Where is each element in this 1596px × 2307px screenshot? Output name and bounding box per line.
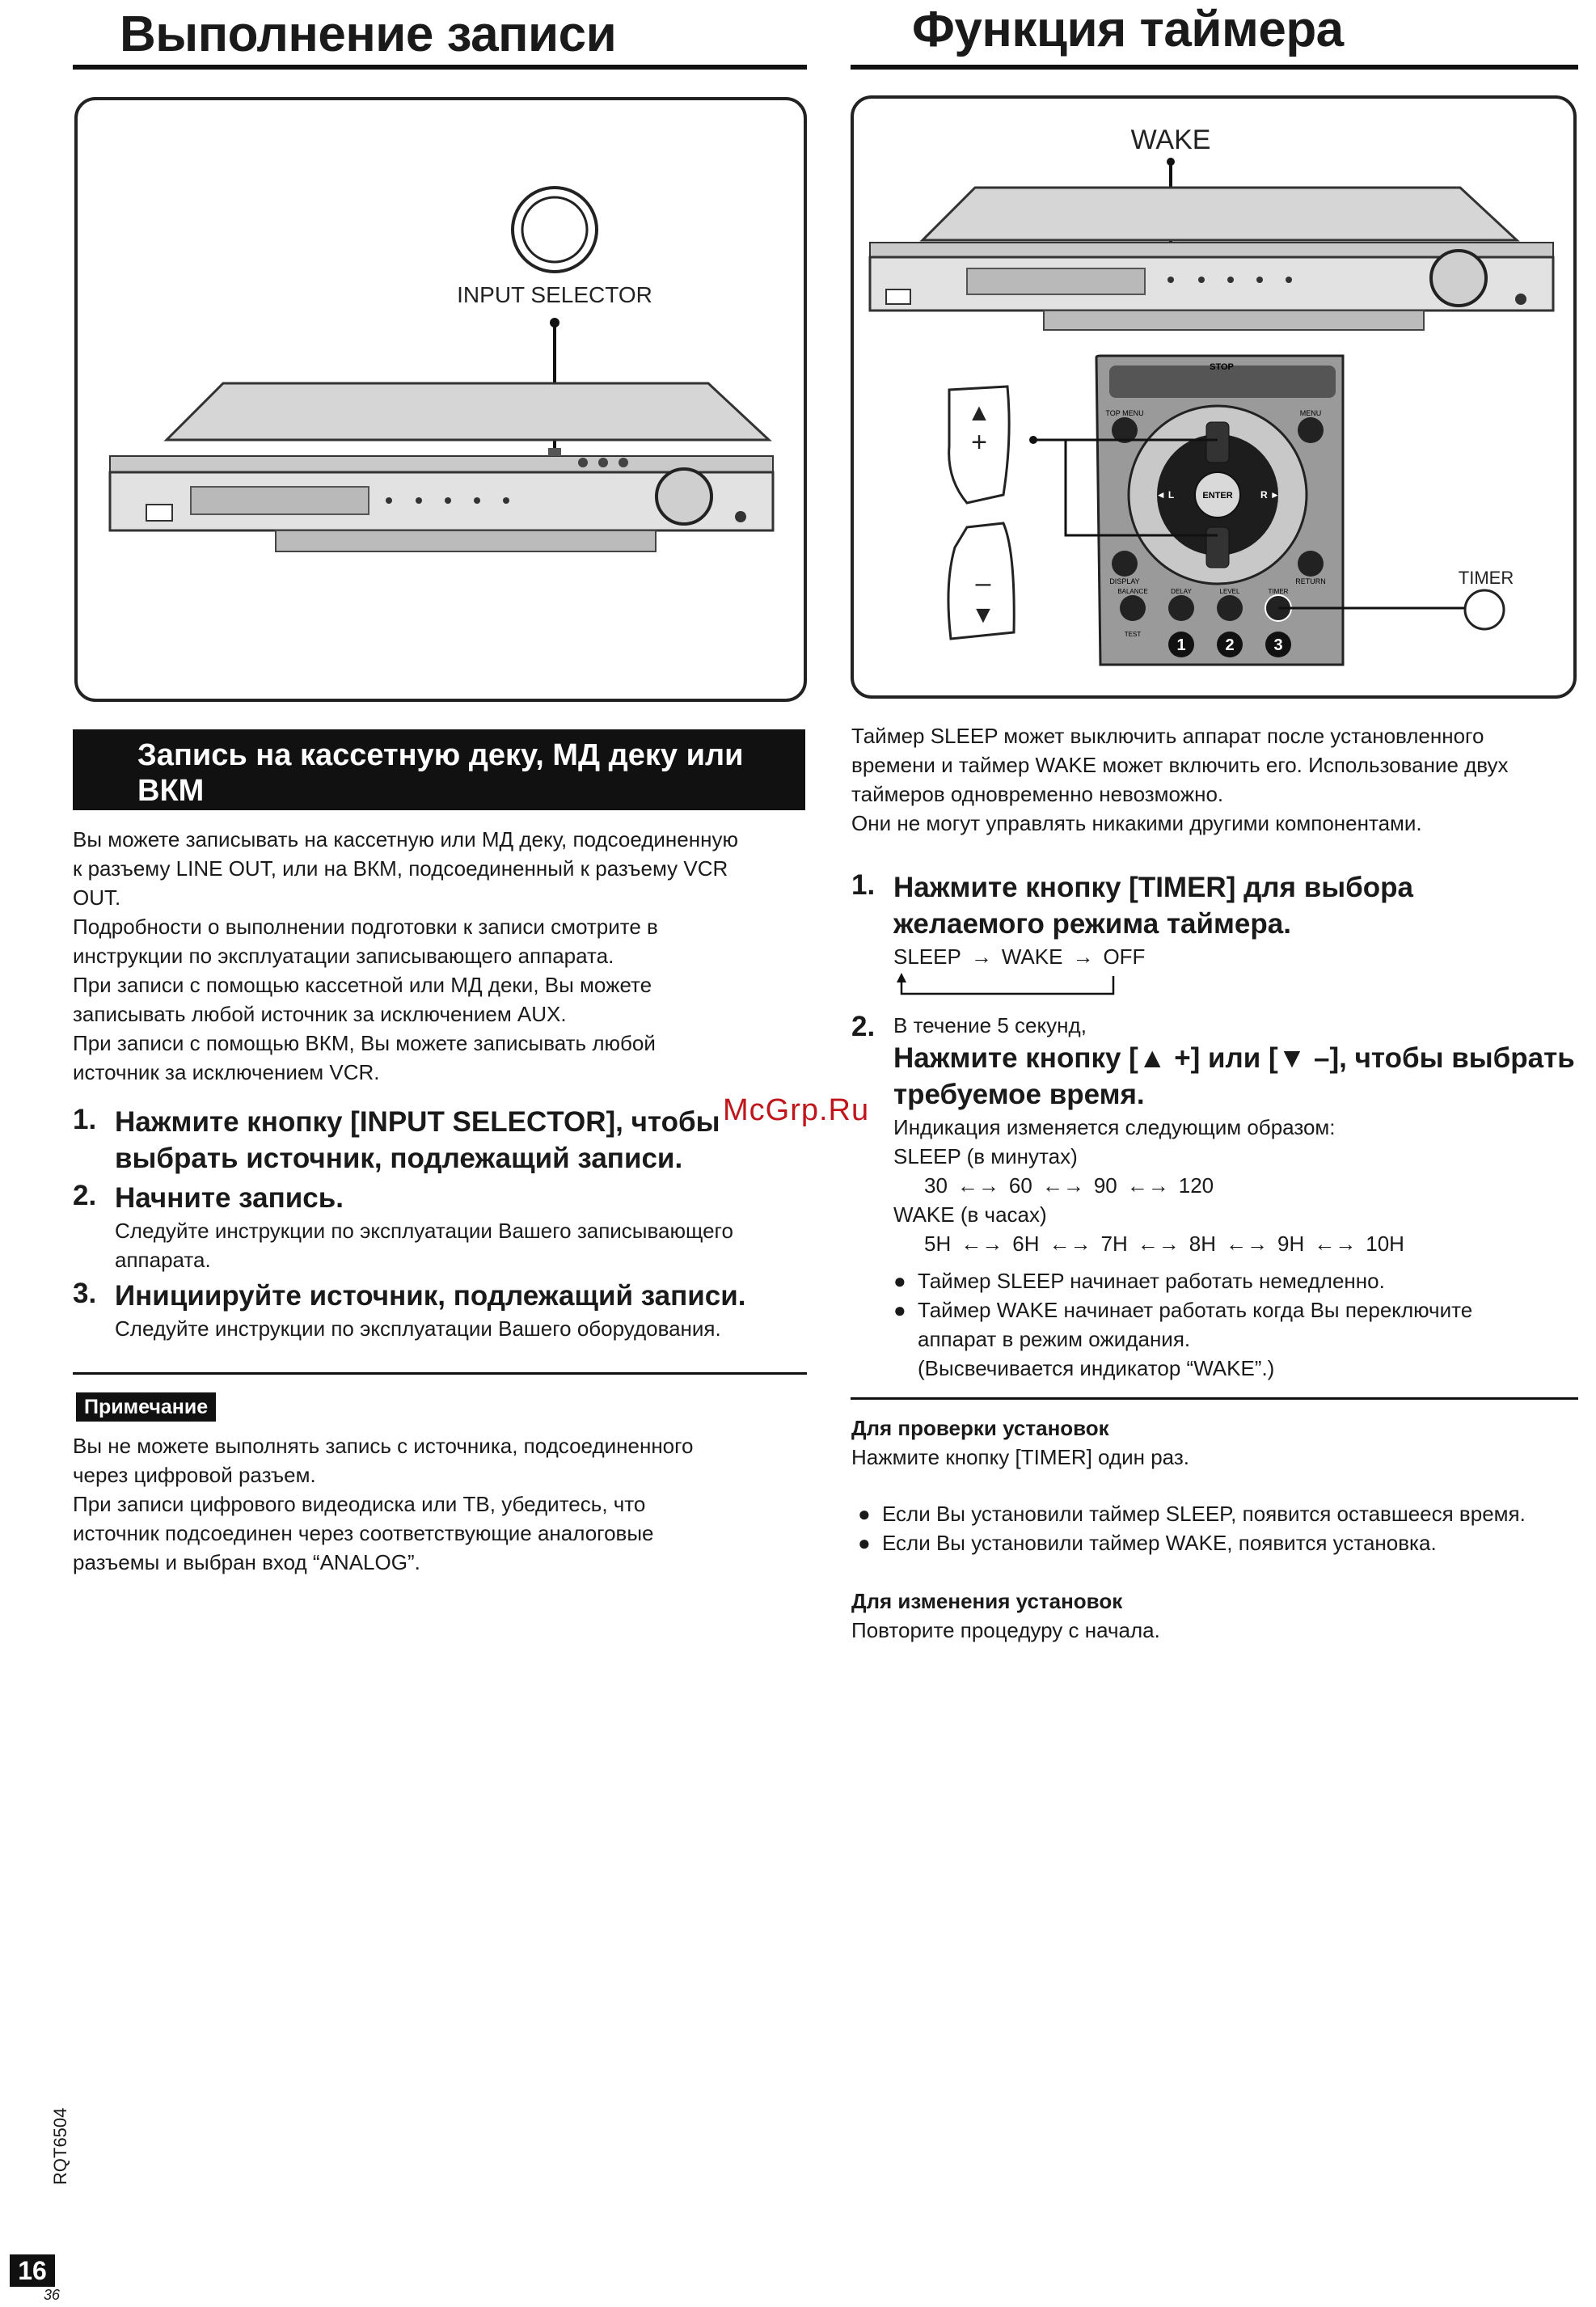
bullet-text: Если Вы установили таймер WAKE, появится установка. <box>882 1531 1437 1555</box>
step-title-line: желаемого режима таймера. <box>893 908 1291 940</box>
note-line: При записи цифрового видеодиска или ТВ, убедитесь, что <box>73 1492 646 1516</box>
svg-text:MENU: MENU <box>1299 409 1322 417</box>
left-title-rule <box>73 65 807 70</box>
sleep-value: 90 <box>1093 1173 1117 1198</box>
sleep-value: 120 <box>1178 1173 1214 1198</box>
cycle-arrow: ←→ <box>1226 1232 1268 1256</box>
svg-text:▼: ▼ <box>971 602 995 628</box>
watermark: McGrp.Ru <box>723 1093 870 1127</box>
bullet-item <box>851 1528 1587 1557</box>
cycle-arrow: ←→ <box>961 1232 1003 1256</box>
svg-text:◄ L: ◄ L <box>1155 489 1175 501</box>
wake-label: WAKE (в часах) <box>893 1202 1047 1227</box>
page-number: 16 <box>10 2254 55 2287</box>
cycle-arrow: ←→ <box>1049 1232 1091 1256</box>
section-heading-text: Запись на кассетную деку, МД деку или ВКМ <box>137 738 744 808</box>
bullet-continuation: (Высвечивается индикатор “WAKE”.) <box>918 1356 1275 1380</box>
sleep-value: 60 <box>1008 1173 1032 1198</box>
svg-text:–: – <box>975 568 991 598</box>
intro-line: таймеров одновременно невозможно. <box>851 782 1224 806</box>
svg-text:LEVEL: LEVEL <box>1219 588 1240 595</box>
change-text: Повторите процедуру с начала. <box>851 1618 1160 1642</box>
timer-figure <box>851 95 1577 699</box>
cycle-arrow: ←→ <box>1126 1173 1169 1198</box>
cycle-arrow: → <box>1072 944 1094 969</box>
timer-step-2 <box>851 1011 1587 1383</box>
step-desc-line: Следуйте инструкции по эксплуатации Вашего записывающего <box>115 1219 733 1243</box>
check-settings <box>851 1413 1587 1557</box>
intro-line: к разъему LINE OUT, или на ВКМ, подсоединенный к разъему VCR <box>73 856 728 881</box>
svg-text:DISPLAY: DISPLAY <box>1109 577 1140 585</box>
step-number: 1. <box>73 1104 97 1135</box>
svg-text:2: 2 <box>1225 636 1235 654</box>
svg-text:DELAY: DELAY <box>1171 588 1192 595</box>
wake-value: 8H <box>1189 1232 1216 1256</box>
cycle-sleep: SLEEP <box>893 944 961 969</box>
wake-value: 5H <box>924 1232 952 1256</box>
intro-line: OUT. <box>73 885 121 910</box>
recording-steps <box>73 1104 809 1343</box>
intro-line: времени и таймер WAKE может включить его. Использование двух <box>851 753 1509 777</box>
timer-illustration <box>854 99 1573 695</box>
bullet-icon: ● <box>893 1269 906 1293</box>
input-selector-figure <box>74 97 807 702</box>
bullet-continuation: аппарат в режим ожидания. <box>918 1327 1191 1351</box>
intro-line: При записи с помощью кассетной или МД деки, Вы можете <box>73 973 652 997</box>
cycle-arrow: ←→ <box>956 1173 999 1198</box>
bullet-item <box>893 1295 1575 1325</box>
intro-line: Подробности о выполнении подготовки к записи смотрите в <box>73 915 658 939</box>
intro-line: инструкции по эксплуатации записывающего аппарата. <box>73 944 614 968</box>
svg-text:RETURN: RETURN <box>1295 577 1326 585</box>
note-line: Вы не можете выполнять запись с источника, подсоединенного <box>73 1434 694 1458</box>
bullet-icon: ● <box>858 1531 871 1555</box>
step-number: 1. <box>851 869 876 901</box>
cycle-return-arrow-icon <box>893 971 1136 1000</box>
doc-code: RQT6504 <box>50 2107 70 2185</box>
step-pre: В течение 5 секунд, <box>893 1013 1087 1037</box>
step-title-line: Нажмите кнопку [▲ +] или [▼ –], чтобы выбрать <box>893 1042 1575 1074</box>
svg-text:▲: ▲ <box>967 399 991 426</box>
step-title-line: требуемое время. <box>893 1079 1145 1110</box>
bullet-text: Таймер WAKE начинает работать когда Вы переключите <box>918 1298 1473 1322</box>
recording-intro <box>73 825 809 1087</box>
wake-label: WAKE <box>1130 125 1211 155</box>
step-number: 3. <box>73 1278 97 1309</box>
sleep-values <box>893 1171 1575 1200</box>
step-desc-line: аппарата. <box>115 1248 211 1272</box>
up-key-icon <box>949 387 1009 503</box>
bullet-text: Если Вы установили таймер SLEEP, появится оставшееся время. <box>882 1502 1526 1526</box>
left-title: Выполнение записи <box>120 6 617 62</box>
svg-text:TIMER: TIMER <box>1268 588 1289 595</box>
timer-intro <box>851 721 1587 838</box>
svg-text:3: 3 <box>1273 636 1283 654</box>
step-3 <box>73 1278 809 1343</box>
step-desc-line: Следуйте инструкции по эксплуатации Вашего оборудования. <box>115 1316 721 1341</box>
check-text: Нажмите кнопку [TIMER] один раз. <box>851 1445 1189 1469</box>
svg-text:TOP MENU: TOP MENU <box>1105 409 1144 417</box>
svg-text:1: 1 <box>1176 636 1186 654</box>
change-settings <box>851 1587 1587 1645</box>
wake-value: 7H <box>1100 1232 1128 1256</box>
input-selector-label: INPUT SELECTOR <box>457 282 652 307</box>
bullet-icon: ● <box>858 1502 871 1526</box>
step-title-line: Нажмите кнопку [INPUT SELECTOR], чтобы <box>115 1106 720 1138</box>
wake-values <box>893 1229 1575 1258</box>
receiver-illustration <box>78 100 804 699</box>
svg-text:STOP: STOP <box>1210 362 1234 372</box>
svg-text:TEST: TEST <box>1124 631 1142 638</box>
wake-value: 10H <box>1366 1232 1404 1256</box>
svg-text:R ►: R ► <box>1260 489 1280 501</box>
recording-section-heading <box>73 729 805 810</box>
svg-text:ENTER: ENTER <box>1202 491 1233 501</box>
timer-button-icon <box>1465 590 1504 629</box>
step-desc: Индикация изменяется следующим образом: <box>893 1115 1336 1139</box>
volume-knob-icon <box>1431 251 1486 306</box>
check-divider <box>851 1397 1578 1400</box>
note-line: разъемы и выбран вход “ANALOG”. <box>73 1550 420 1574</box>
step-title-line: Начните запись. <box>115 1182 344 1214</box>
wake-value: 6H <box>1012 1232 1040 1256</box>
intro-line: Вы можете записывать на кассетную или МД деку, подсоединенную <box>73 827 738 851</box>
change-heading: Для изменения установок <box>851 1589 1123 1613</box>
note-divider <box>73 1372 807 1375</box>
cycle-wake: WAKE <box>1001 944 1063 969</box>
intro-line: источник за исключением VCR. <box>73 1060 380 1084</box>
remote-control-icon <box>1096 356 1343 665</box>
intro-line: Они не могут управлять никакими другими компонентами. <box>851 811 1422 835</box>
step-number: 2. <box>73 1180 97 1211</box>
cycle-arrow: ←→ <box>1137 1232 1180 1256</box>
intro-line: Таймер SLEEP может выключить аппарат после установленного <box>851 724 1484 748</box>
sleep-label: SLEEP (в минутах) <box>893 1144 1078 1168</box>
intro-line: записывать любой источник за исключением AUX. <box>73 1002 567 1026</box>
bullet-text: Таймер SLEEP начинает работать немедленно. <box>918 1269 1385 1293</box>
svg-text:BALANCE: BALANCE <box>1117 588 1148 595</box>
cycle-arrow: ←→ <box>1041 1173 1084 1198</box>
cycle-arrow: → <box>970 944 992 969</box>
sleep-value: 30 <box>924 1173 948 1198</box>
step-1 <box>73 1104 809 1177</box>
note-line: источник подсоединен через соответствующие аналоговые <box>73 1521 654 1545</box>
timer-step-1 <box>851 869 1587 1004</box>
note-line: через цифровой разъем. <box>73 1463 316 1487</box>
step-title-line: выбрать источник, подлежащий записи. <box>115 1143 683 1174</box>
right-title-rule <box>851 65 1578 70</box>
step-2 <box>73 1180 809 1274</box>
intro-line: При записи с помощью ВКМ, Вы можете записывать любой <box>73 1031 656 1055</box>
step-title-line: Инициируйте источник, подлежащий записи. <box>115 1280 746 1312</box>
bullet-icon: ● <box>893 1298 906 1322</box>
check-heading: Для проверки установок <box>851 1416 1109 1440</box>
right-title: Функция таймера <box>912 2 1344 57</box>
wake-value: 9H <box>1277 1232 1305 1256</box>
bullet-item <box>851 1499 1587 1528</box>
timer-mode-cycle <box>893 942 1413 971</box>
cycle-off: OFF <box>1103 944 1146 969</box>
timer-label: TIMER <box>1458 568 1514 588</box>
note-label: Примечание <box>76 1392 216 1422</box>
down-key-icon <box>948 523 1014 639</box>
sub-page: 36 <box>44 2287 61 2303</box>
note-text <box>73 1431 809 1577</box>
volume-knob-icon <box>657 469 711 524</box>
svg-text:+: + <box>971 427 987 458</box>
step-number: 2. <box>851 1011 876 1042</box>
cycle-arrow: ←→ <box>1314 1232 1357 1256</box>
step-title-line: Нажмите кнопку [TIMER] для выбора <box>893 872 1413 903</box>
bullet-item <box>893 1266 1575 1295</box>
